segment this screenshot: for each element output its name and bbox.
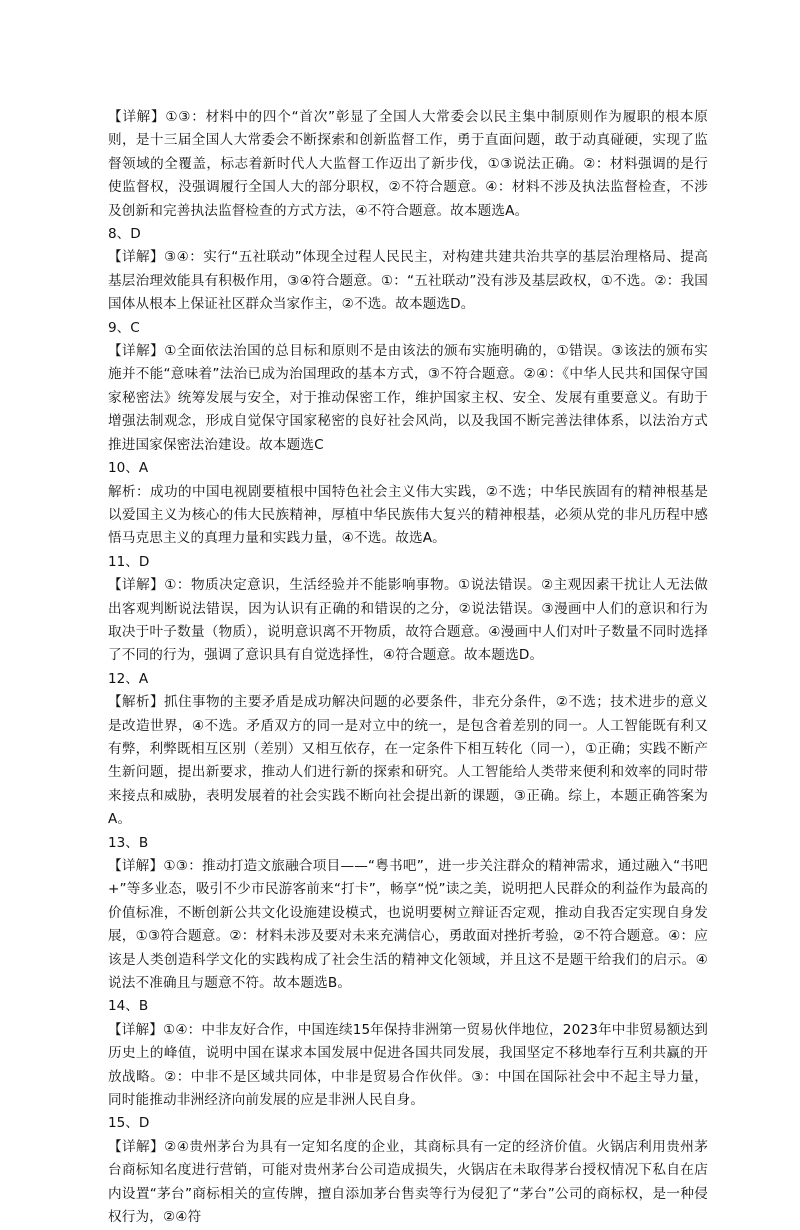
- explanation-paragraph: 解析：成功的中国电视剧要植根中国特色社会主义伟大实践，②不选；中华民族固有的精神根基是以爱国主义为核心的伟大民族精神，厚植中华民族伟大复兴的精神根基，必须从党的非凡历程中感悟马克思主义的真理力量和实践力量，④不选。故选A。: [108, 483, 708, 547]
- explanation-paragraph: 【解析】抓住事物的主要矛盾是成功解决问题的必要条件，非充分条件，②不选；技术进步的意义是改造世界，④不选。矛盾双方的同一是对立中的统一，是包含着差别的同一。人工智能既有利又有弊，利弊既相互区别（差别）又相互依存，在一定条件下相互转化（同一），①正确；实践不断产生新问题，提出新要求，推动人们进行新的探索和研究。人工智能给人类带来便利和效率的同时带来接点和威胁，表明发展着的社会实践不断向社会提出新的课题，③正确。综上，本题正确答案为A。: [108, 694, 708, 828]
- explanation-paragraph: 【详解】②④贵州茅台为具有一定知名度的企业，其商标具有一定的经济价值。火锅店利用贵州茅台商标知名度进行营销，可能对贵州茅台公司造成损失，火锅店在未取得茅台授权情况下私自在店内设置“茅台”商标相关的宣传牌，擅自添加茅台售卖等行为侵犯了“茅台”公司的商标权，是一种侵权行为，②④符: [108, 1138, 708, 1226]
- explanation-paragraph: 【详解】③④：实行“五社联动”体现全过程人民民主，对构建共建共治共享的基层治理格局、提高基层治理效能具有积极作用，③④符合题意。①：“五社联动”没有涉及基层政权，①不选。②：我国国体从根本上保证社区群众当家作主，②不选。故本题选D。: [108, 249, 708, 313]
- explanation-paragraph: 【详解】①全面依法治国的总目标和原则不是由该法的颁布实施明确的，①错误。③该法的颁布实施并不能“意味着”法治已成为治国理政的基本方式，③不符合题意。②④：《中华人民共和国保守国家秘密法》统筹发展与安全，对于推动保密工作，维护国家主权、安全、发展有重要意义。有助于增强法制观念，形成自觉保守国家秘密的良好社会风尚，以及我国不断完善法律体系，以法治方式推进国家保密法治建设。故本题选C: [108, 343, 708, 453]
- question-number-10: 10、A: [108, 460, 149, 477]
- question-number-13: 13、B: [108, 834, 149, 851]
- question-number-8: 8、D: [108, 226, 141, 243]
- explanation-paragraph: 【详解】①：物质决定意识，生活经验并不能影响事物。①说法错误。②主观因素干扰让人无法做出客观判断说法错误，因为认识有正确的和错误的之分，②说法错误。③漫画中人们的意识和行为取决于叶子数量（物质），说明意识离不开物质，故符合题意。④漫画中人们对叶子数量不同时选择了不同的行为，强调了意识具有自觉选择性，④符合题意。故本题选D。: [108, 577, 708, 664]
- question-number-9: 9、C: [108, 319, 140, 336]
- question-number-15: 15、D: [108, 1115, 150, 1132]
- explanation-paragraph: 【详解】①③：推动打造文旅融合项目——“粤书吧”，进一步关注群众的精神需求，通过融入“书吧+”等多业态，吸引不少市民游客前来“打卡”，畅享“悦”读之美，说明把人民群众的利益作为最高的价值标准，不断创新公共文化设施建设模式，也说明要树立辩证否定观，推动自我否定实现自身发展，①③符合题意。②：材料未涉及要对未来充满信心，勇敢面对挫折考验，②不符合题意。④：应该是人类创造科学文化的实践构成了社会生活的精神文化领域，并且这不是题干给我们的启示。④说法不准确且与题意不符。故本题选B。: [108, 858, 708, 992]
- explanation-paragraph: 【详解】①③：材料中的四个“首次”彰显了全国人大常委会以民主集中制原则作为履职的根本原则，是十三届全国人大常委会不断探索和创新监督工作，勇于直面问题，敢于动真碰硬，实现了监督领域的全覆盖，标志着新时代人大监督工作迈出了新步伐，①③说法正确。②：材料强调的是行使监督权，没强调履行全国人大的部分职权，②不符合题意。④：材料不涉及执法监督检查，不涉及创新和完善执法监督检查的方式方法，④不符合题意。故本题选A。: [108, 109, 708, 219]
- explanation-paragraph: 【详解】①④：中非友好合作，中国连续15年保持非洲第一贸易伙伴地位，2023年中非贸易额达到历史上的峰值，说明中国在谋求本国发展中促进各国共同发展，我国坚定不移地奉行互利共赢的开放战略。②：中非不是区域共同体，中非是贸易合作伙伴。③：中国在国际社会中不起主导力量，同时能推动非洲经济向前发展的应是非洲人民自身。: [108, 1021, 708, 1109]
- question-number-11: 11、D: [108, 553, 150, 570]
- answer-key-page: [108, 106, 708, 1230]
- question-number-12: 12、A: [108, 670, 149, 687]
- question-number-14: 14、B: [108, 998, 149, 1015]
